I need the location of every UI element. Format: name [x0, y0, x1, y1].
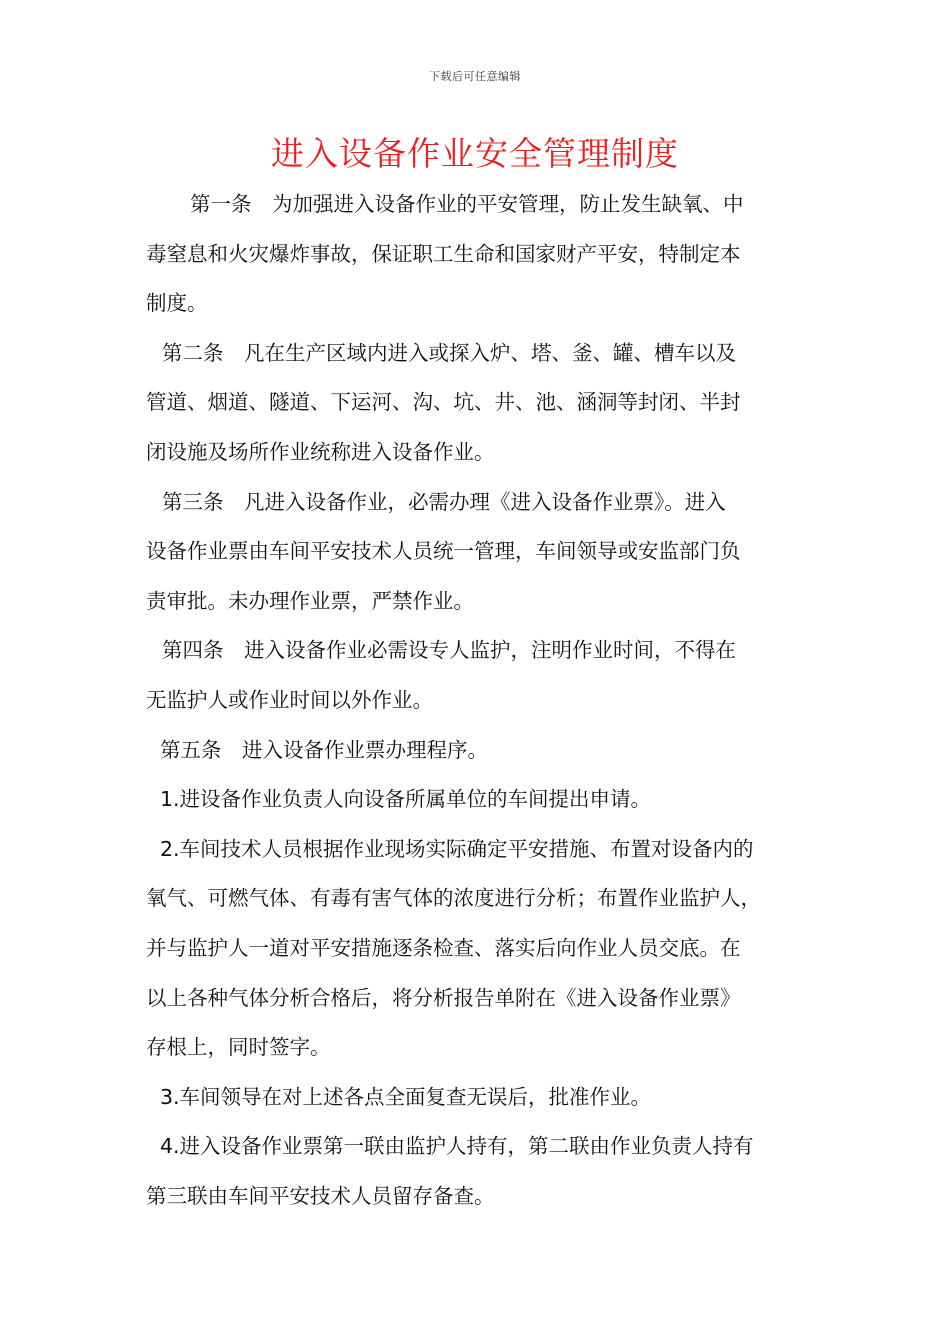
text-line: 2.车间技术人员根据作业现场实际确定平安措施、布置对设备内的 [160, 836, 754, 861]
document-title: 进入设备作业安全管理制度 [271, 134, 679, 173]
text-line: 氧气、可燃气体、有毒有害气体的浓度进行分析；布置作业监护人， [146, 886, 761, 911]
text-line: 制度。 [146, 291, 208, 316]
text-line: 1.进设备作业负责人向设备所属单位的车间提出申请。 [160, 787, 652, 812]
text-line: 第五条 进入设备作业票办理程序。 [160, 737, 488, 762]
text-line: 第三联由车间平安技术人员留存备查。 [146, 1183, 495, 1208]
text-line: 无监护人或作业时间以外作业。 [146, 687, 433, 712]
text-line: 毒窒息和火灾爆炸事故，保证职工生命和国家财产平安，特制定本 [146, 241, 741, 266]
document-body [146, 180, 810, 1221]
text-line: 第三条 凡进入设备作业，必需办理《进入设备作业票》。进入 [162, 489, 726, 514]
text-line: 设备作业票由车间平安技术人员统一管理，车间领导或安监部门负 [146, 539, 741, 564]
header-note: 下载后可任意编辑 [429, 70, 521, 83]
text-line: 第二条 凡在生产区域内进入或探入炉、塔、釜、罐、槽车以及 [162, 340, 736, 365]
text-line: 管道、烟道、隧道、下运河、沟、坑、井、池、涵洞等封闭、半封 [146, 390, 741, 415]
text-line: 第四条 进入设备作业必需设专人监护，注明作业时间，不得在 [162, 638, 736, 663]
text-line: 责审批。未办理作业票，严禁作业。 [146, 588, 474, 613]
text-line: 并与监护人一道对平安措施逐条检查、落实后向作业人员交底。在 [146, 935, 741, 960]
text-line: 闭设施及场所作业统称进入设备作业。 [146, 439, 495, 464]
text-line: 第一条 为加强进入设备作业的平安管理，防止发生缺氧、中 [190, 192, 744, 216]
text-line: 4.进入设备作业票第一联由监护人持有，第二联由作业负责人持有 [160, 1134, 754, 1159]
text-line: 3.车间领导在对上述各点全面复查无误后，批准作业。 [160, 1084, 652, 1109]
text-line: 以上各种气体分析合格后，将分析报告单附在《进入设备作业票》 [146, 985, 741, 1010]
text-line: 存根上，同时签字。 [146, 1035, 331, 1060]
